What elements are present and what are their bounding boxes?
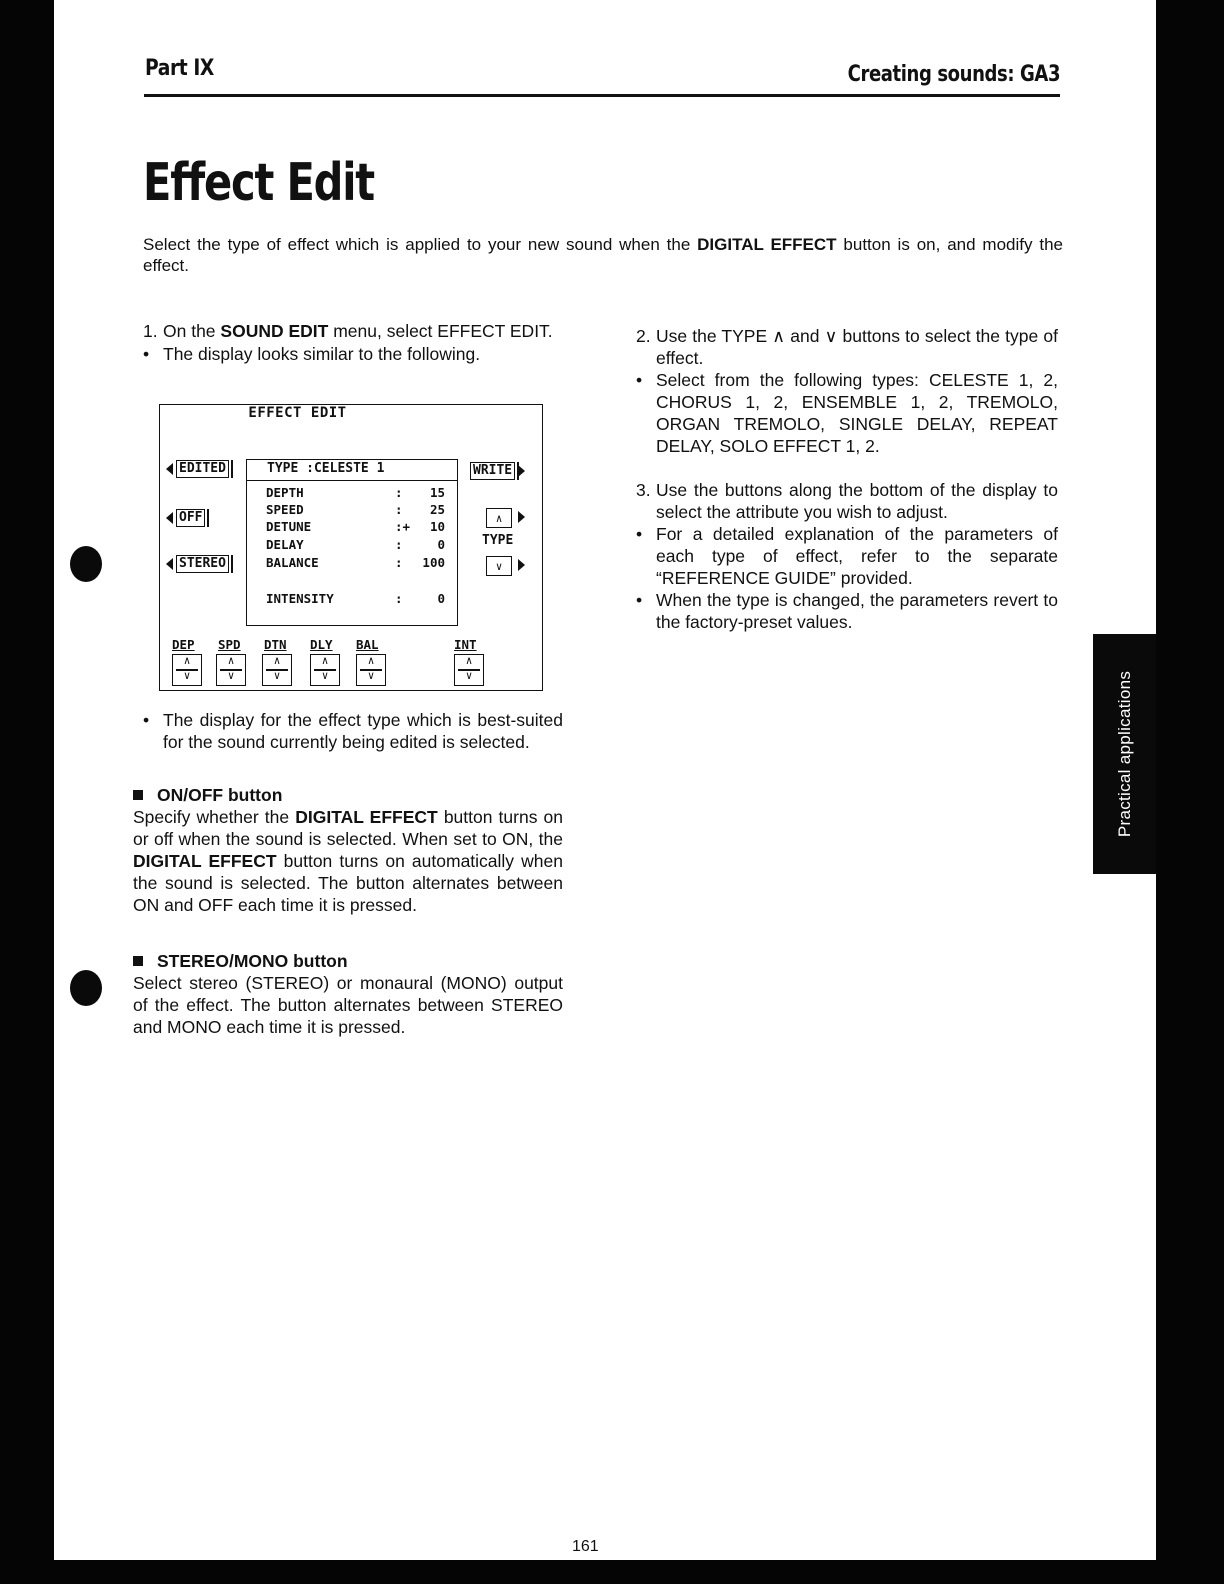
param-name: DEPTH xyxy=(266,485,304,500)
step-3-bullet-1: For a detailed explanation of the parameters of each type of effect, refer to the separate “REFERENCE GUIDE” provided. xyxy=(656,524,1058,588)
bullet-dot: • xyxy=(636,590,643,610)
effect-edit-display: EFFECT EDIT EDITED OFF STEREO WRITE TYPE :CELESTE 1 DEPTH : 15 SPEED : 25 DETUNE :+ 10 DELAY : 0 BALANCE : 100 INTENSITY : 0 ∧ TYPE ∨ DEP SPD DTN DLY BAL INT ∧ ∨ ∧ ∨ ∧ ∨ ∧ ∨ ∧ ∨ ∧ ∨ xyxy=(159,404,543,691)
page-title: Effect Edit xyxy=(143,153,374,213)
type-label: TYPE xyxy=(482,533,514,548)
binder-hole xyxy=(70,546,102,582)
step-number: 2. xyxy=(636,326,651,346)
chevron-down-icon: ∨ xyxy=(495,559,503,573)
bullet-dot: • xyxy=(143,343,150,364)
bullet-dot: • xyxy=(636,370,643,390)
bal-updown-button[interactable] xyxy=(356,654,386,686)
arrow-left-icon xyxy=(166,512,173,524)
square-bullet-icon xyxy=(133,790,143,800)
step-number: 3. xyxy=(636,480,651,500)
bottom-label-dtn: DTN xyxy=(264,637,287,652)
section-heading: ON/OFF button xyxy=(157,785,283,805)
chevron-up-icon: ∧ xyxy=(495,511,503,525)
chevron-down-icon: ∨ xyxy=(273,669,281,682)
type-up-button[interactable] xyxy=(486,508,512,528)
int-updown-button[interactable] xyxy=(454,654,484,686)
bullet-dot: • xyxy=(636,524,643,544)
step-1: 1. On the SOUND EDIT menu, select EFFECT EDIT. • The display looks similar to the following. xyxy=(143,321,567,365)
scan-border-bottom xyxy=(0,1560,1224,1584)
stereo-mono-button[interactable]: STEREO xyxy=(166,555,229,573)
header-rule xyxy=(144,94,1060,97)
param-name: DELAY xyxy=(266,537,304,552)
step-number: 1. xyxy=(143,321,158,341)
arrow-right-icon xyxy=(518,511,525,523)
param-name: DETUNE xyxy=(266,519,312,534)
chevron-down-icon: ∨ xyxy=(183,669,191,682)
on-off-button[interactable]: OFF xyxy=(166,509,205,527)
section-body: Specify whether the DIGITAL EFFECT button turns on or off when the sound is selected. When set to ON, the DIGITAL EFFECT button turns on automatically when the sound is selected. The button alternates between ON and OFF each time it is pressed. xyxy=(133,807,563,915)
param-name: SPEED xyxy=(266,502,304,517)
bottom-label-dly: DLY xyxy=(310,637,333,652)
step-1-bullet: The display looks similar to the following. xyxy=(163,343,481,364)
square-bullet-icon xyxy=(133,956,143,966)
intro-paragraph: Select the type of effect which is applied to your new sound when the DIGITAL EFFECT button is on, and modify the effect. xyxy=(143,235,1063,275)
header-part: Part IX xyxy=(145,56,214,81)
onoff-section xyxy=(133,784,563,916)
scan-border-right xyxy=(1156,0,1224,1584)
chevron-up-icon: ∧ xyxy=(465,654,473,667)
type-line: TYPE :CELESTE 1 xyxy=(246,459,458,481)
bottom-label-dep: DEP xyxy=(172,637,195,652)
step-3-bullet-2: When the type is changed, the parameters revert to the factory-preset values. xyxy=(656,590,1058,632)
chevron-up-icon: ∧ xyxy=(321,654,329,667)
type-down-button[interactable] xyxy=(486,556,512,576)
chevron-down-icon: ∨ xyxy=(321,669,329,682)
chevron-up-icon: ∧ xyxy=(367,654,375,667)
step-2-text: Use the TYPE ∧ and ∨ buttons to select the type of effect. xyxy=(656,326,1058,368)
page-number: 161 xyxy=(572,1538,599,1555)
spd-updown-button[interactable] xyxy=(216,654,246,686)
section-heading: STEREO/MONO button xyxy=(157,951,348,971)
right-column xyxy=(636,325,1058,633)
arrow-left-icon xyxy=(166,558,173,570)
section-body: Select stereo (STEREO) or monaural (MONO) output of the effect. The button alternates between STEREO and MONO each time it is pressed. xyxy=(133,973,563,1037)
bottom-label-bal: BAL xyxy=(356,637,379,652)
chevron-up-icon: ∧ xyxy=(273,654,281,667)
chevron-up-icon: ∧ xyxy=(183,654,191,667)
dep-updown-button[interactable] xyxy=(172,654,202,686)
step-3-text: Use the buttons along the bottom of the display to select the attribute you wish to adjust. xyxy=(656,480,1058,522)
chevron-up-icon: ∧ xyxy=(227,654,235,667)
arrow-left-icon xyxy=(166,463,173,475)
write-button[interactable]: WRITE xyxy=(470,462,525,480)
binder-hole xyxy=(70,970,102,1006)
scan-border-left xyxy=(0,0,54,1584)
bottom-label-spd: SPD xyxy=(218,637,241,652)
display-title: EFFECT EDIT xyxy=(248,405,347,421)
bullet-dot: • xyxy=(143,710,150,730)
dly-updown-button[interactable] xyxy=(310,654,340,686)
step-2-bullet: Select from the following types: CELESTE 1, 2, CHORUS 1, 2, ENSEMBLE 1, 2, TREMOLO, ORGAN TREMOLO, SINGLE DELAY, REPEAT DELAY, SOLO EFFECT 1, 2. xyxy=(656,370,1058,456)
header-section: Creating sounds: GA3 xyxy=(847,62,1060,87)
param-name: BALANCE xyxy=(266,555,319,570)
bottom-label-int: INT xyxy=(454,637,477,652)
side-tab: Practical applications xyxy=(1093,634,1156,874)
param-name: INTENSITY xyxy=(266,591,334,606)
dtn-updown-button[interactable] xyxy=(262,654,292,686)
chevron-down-icon: ∨ xyxy=(227,669,235,682)
best-suited-note: • The display for the effect type which is best-suited for the sound currently being edited is selected. xyxy=(143,710,563,752)
chevron-down-icon: ∨ xyxy=(367,669,375,682)
arrow-right-icon xyxy=(518,465,525,477)
edited-button[interactable]: EDITED xyxy=(166,460,229,478)
arrow-right-icon xyxy=(518,559,525,571)
stereo-section xyxy=(133,950,563,1038)
chevron-down-icon: ∨ xyxy=(465,669,473,682)
